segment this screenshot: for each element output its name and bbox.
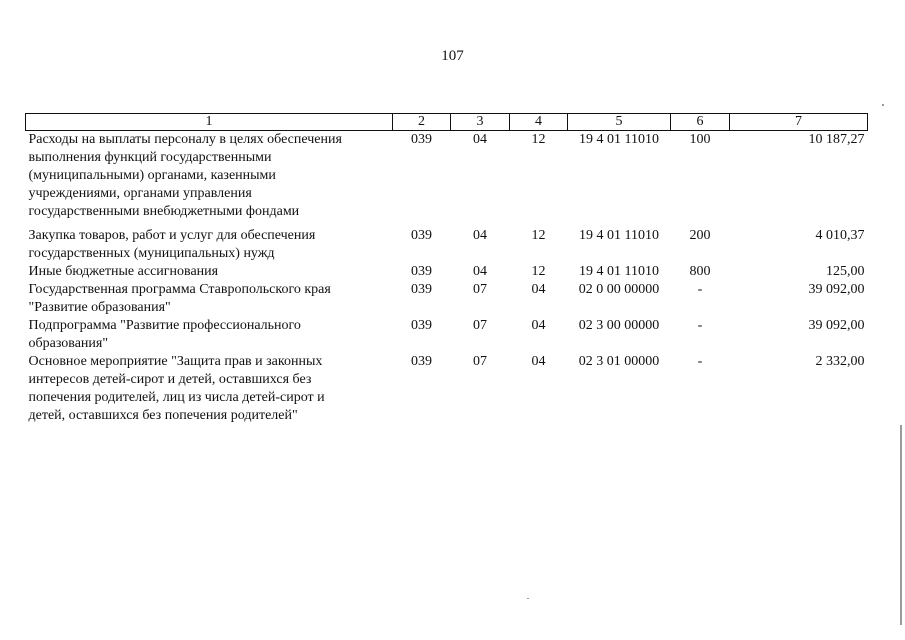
description-line: Подпрограмма "Развитие профессионального bbox=[28, 318, 301, 333]
scan-dot bbox=[527, 598, 529, 599]
description-line: (муниципальными) органами, казенными bbox=[28, 168, 276, 183]
cell-section-code: 04 bbox=[473, 228, 487, 243]
cell-subsection-code: 12 bbox=[531, 228, 546, 243]
cell-section-code: 07 bbox=[473, 318, 487, 333]
cell-expense-type: 800 bbox=[689, 264, 711, 279]
column-header-4: 4 bbox=[510, 114, 568, 131]
scan-margin-line bbox=[900, 425, 902, 625]
cell-target-article: 02 3 01 00000 bbox=[578, 354, 660, 369]
table-row bbox=[26, 227, 868, 263]
cell-ministry-code: 039 bbox=[411, 132, 432, 147]
cell-section-code: 04 bbox=[473, 264, 487, 279]
cell-ministry-code: 039 bbox=[411, 228, 432, 243]
description-line: Закупка товаров, работ и услуг для обеспечения bbox=[28, 228, 316, 243]
description-line: детей, оставшихся без попечения родителей" bbox=[28, 408, 298, 423]
description-line: Иные бюджетные ассигнования bbox=[28, 264, 219, 279]
table-row bbox=[26, 281, 868, 317]
column-header-3: 3 bbox=[451, 114, 510, 131]
description-line: Расходы на выплаты персоналу в целях обеспечения bbox=[28, 132, 342, 147]
description-line: государственных (муниципальных) нужд bbox=[28, 246, 275, 261]
column-header-7: 7 bbox=[730, 114, 868, 131]
cell-amount: 4 010,37 bbox=[815, 228, 865, 243]
description-line: "Развитие образования" bbox=[28, 300, 171, 315]
column-header-1: 1 bbox=[26, 114, 393, 131]
cell-amount: 2 332,00 bbox=[815, 354, 865, 369]
header-row bbox=[26, 114, 868, 131]
cell-ministry-code: 039 bbox=[411, 318, 432, 333]
description-line: Основное мероприятие "Защита прав и законных bbox=[28, 354, 323, 369]
row-description bbox=[26, 131, 393, 222]
description-line: образования" bbox=[28, 336, 109, 351]
cell-subsection-code: 12 bbox=[531, 264, 546, 279]
cell-amount: 39 092,00 bbox=[808, 318, 865, 333]
description-line: попечения родителей, лиц из числа детей-сирот и bbox=[28, 390, 325, 405]
cell-subsection-code: 12 bbox=[531, 132, 546, 147]
cell-expense-type: - bbox=[697, 282, 703, 297]
page-number: 107 bbox=[441, 48, 464, 64]
description-line: интересов детей-сирот и детей, оставшихся без bbox=[28, 372, 312, 387]
cell-subsection-code: 04 bbox=[531, 354, 546, 369]
cell-expense-type: - bbox=[697, 318, 703, 333]
column-header-5: 5 bbox=[568, 114, 671, 131]
cell-amount: 10 187,27 bbox=[808, 132, 865, 147]
cell-target-article: 19 4 01 11010 bbox=[579, 228, 659, 243]
cell-subsection-code: 04 bbox=[531, 282, 546, 297]
cell-expense-type: 200 bbox=[689, 228, 711, 243]
cell-section-code: 07 bbox=[473, 354, 487, 369]
column-header-2: 2 bbox=[393, 114, 451, 131]
cell-target-article: 19 4 01 11010 bbox=[579, 132, 659, 147]
cell-target-article: 19 4 01 11010 bbox=[579, 264, 659, 279]
row-description bbox=[26, 263, 393, 281]
budget-table bbox=[25, 113, 868, 425]
cell-ministry-code: 039 bbox=[411, 264, 432, 279]
row-description bbox=[26, 317, 393, 353]
cell-section-code: 07 bbox=[473, 282, 487, 297]
row-description bbox=[26, 353, 393, 425]
column-header-6: 6 bbox=[671, 114, 730, 131]
row-description bbox=[26, 281, 393, 317]
cell-expense-type: - bbox=[697, 354, 703, 369]
cell-amount: 125,00 bbox=[826, 264, 865, 279]
description-line: государственными внебюджетными фондами bbox=[28, 204, 300, 219]
table-row bbox=[26, 353, 868, 425]
table-row bbox=[26, 131, 868, 222]
cell-amount: 39 092,00 bbox=[808, 282, 865, 297]
row-description bbox=[26, 227, 393, 263]
cell-subsection-code: 04 bbox=[531, 318, 546, 333]
table-row bbox=[26, 263, 868, 281]
description-line: Государственная программа Ставропольского края bbox=[28, 282, 331, 297]
cell-ministry-code: 039 bbox=[411, 354, 432, 369]
cell-section-code: 04 bbox=[473, 132, 487, 147]
scan-dot bbox=[882, 104, 884, 106]
cell-expense-type: 100 bbox=[689, 132, 711, 147]
description-line: учреждениями, органами управления bbox=[28, 186, 252, 201]
cell-target-article: 02 3 00 00000 bbox=[578, 318, 660, 333]
description-line: выполнения функций государственными bbox=[28, 150, 272, 165]
table-row bbox=[26, 317, 868, 353]
cell-ministry-code: 039 bbox=[411, 282, 432, 297]
cell-target-article: 02 0 00 00000 bbox=[578, 282, 660, 297]
